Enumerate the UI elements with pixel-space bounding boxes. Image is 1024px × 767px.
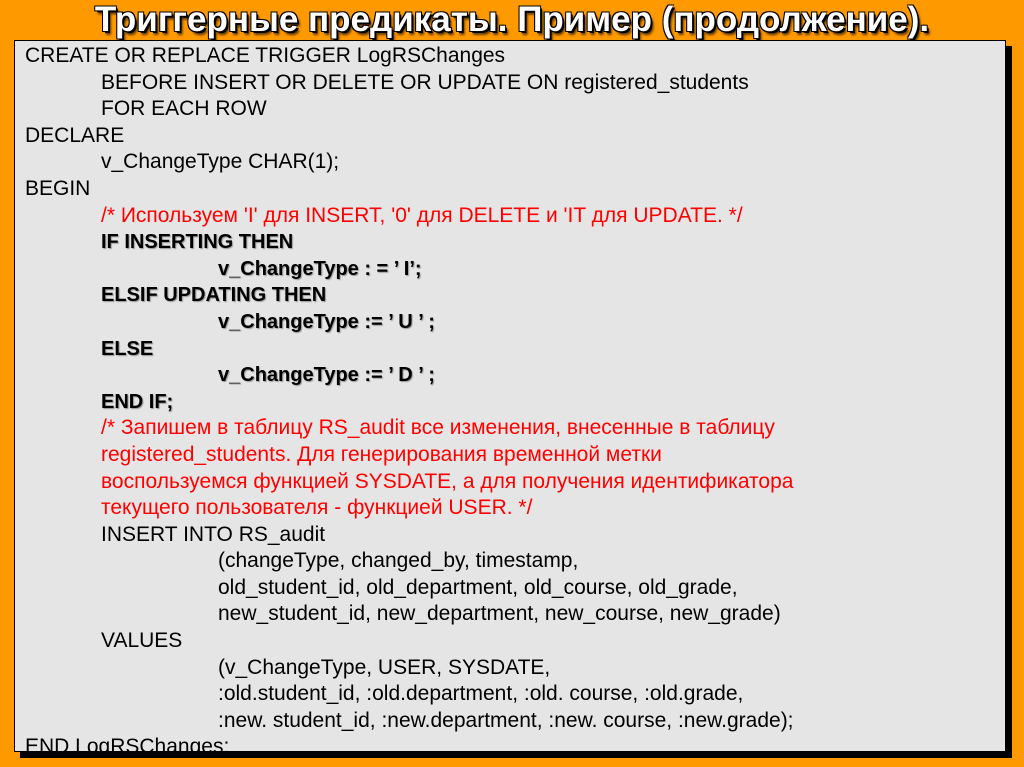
- code-line-begin: BEGIN: [25, 176, 91, 200]
- code-line-elsif-updating: ELSIF UPDATING THEN: [101, 284, 327, 307]
- code-comment-audit-line-2: registered_students. Для генерирования временной метки: [101, 442, 662, 466]
- code-line-else: ELSE: [101, 337, 154, 360]
- code-line-values-2: :old.student_id, :old.department, :old. course, :old.grade,: [218, 682, 744, 706]
- code-listing: [25, 43, 1000, 761]
- code-line-assign-delete: v_ChangeType := ’ D ’ ;: [218, 364, 435, 387]
- code-line-for-each-row: FOR EACH ROW: [101, 97, 267, 121]
- code-comment-audit-line-1: /* Запишем в таблицу RS_audit все изменения, внесенные в таблицу: [101, 416, 775, 440]
- code-line-before-event: BEFORE INSERT OR DELETE OR UPDATE ON registered_students: [101, 70, 749, 94]
- code-comment-audit-line-3: воспользуемся функцией SYSDATE, а для получения идентификатора: [101, 469, 794, 493]
- code-line-columns-2: old_student_id, old_department, old_course, old_grade,: [218, 575, 738, 599]
- code-line-assign-update: v_ChangeType := ’ U ’ ;: [218, 310, 435, 333]
- code-comment-change-types: /* Используем 'I' для INSERT, '0' для DELETE и 'IT для UPDATE. */: [101, 203, 743, 227]
- code-line-values: VALUES: [101, 629, 183, 653]
- code-line-create-trigger: CREATE OR REPLACE TRIGGER LogRSChanges: [25, 44, 506, 67]
- code-line-columns-3: new_student_id, new_department, new_course, new_grade): [218, 602, 781, 626]
- code-line-values-3: :new. student_id, :new.department, :new. course, :new.grade);: [218, 708, 794, 732]
- code-line-if-inserting: IF INSERTING THEN: [101, 231, 294, 254]
- code-line-values-1: (v_ChangeType, USER, SYSDATE,: [218, 655, 551, 679]
- code-line-variable-declaration: v_ChangeType CHAR(1);: [101, 150, 340, 174]
- slide-title: Триггерные предикаты. Пример (продолжение).: [94, 0, 930, 39]
- code-line-columns-1: (changeType, changed_by, timestamp,: [218, 549, 579, 573]
- code-line-end-if: END IF;: [101, 390, 174, 413]
- code-line-declare: DECLARE: [25, 123, 125, 147]
- code-comment-audit-line-4: текущего пользователя - функцией USER. */: [101, 496, 533, 520]
- code-line-end-trigger: END LogRSChanges;: [25, 735, 230, 759]
- code-line-assign-insert: v_ChangeType : = ’ I’;: [218, 257, 422, 280]
- code-box: [14, 40, 1006, 759]
- code-line-insert-into: INSERT INTO RS_audit: [101, 522, 326, 546]
